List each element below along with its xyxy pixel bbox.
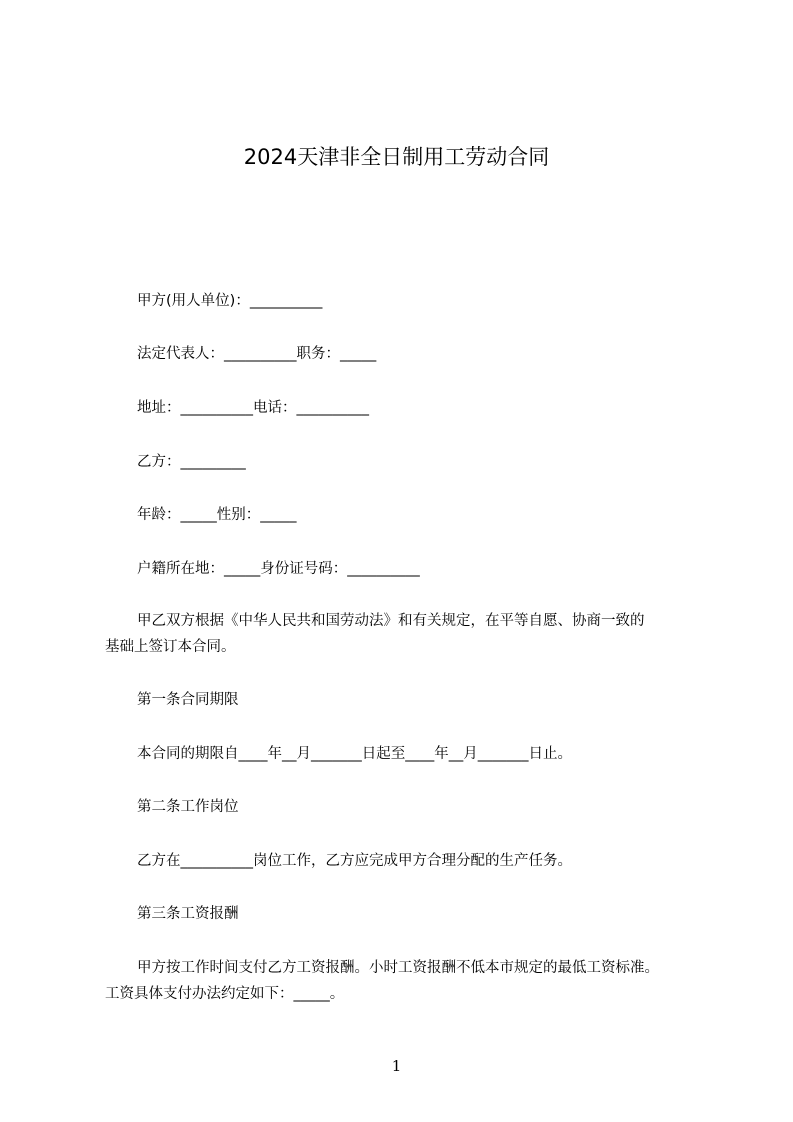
intro-line-2: 基础上签订本合同。	[105, 639, 236, 655]
legal-representative-field: 法定代表人：__________职务：_____	[137, 346, 377, 362]
article-2-body: 乙方在__________岗位工作，乙方应完成甲方合理分配的生产任务。	[137, 853, 572, 869]
party-b-field: 乙方：_________	[137, 454, 246, 470]
intro-paragraph	[105, 608, 709, 660]
intro-line-1: 甲乙双方根据《中华人民共和国劳动法》和有关规定，在平等自愿、协商一致的	[137, 613, 645, 629]
article-2-heading: 第二条工作岗位	[137, 799, 239, 815]
article-3-heading: 第三条工资报酬	[137, 906, 239, 922]
article-3-paragraph	[105, 955, 709, 1007]
age-gender-field: 年龄：_____性别：_____	[137, 507, 297, 523]
article-1-body: 本合同的期限自____年__月_______日起至____年__月_______日止。	[137, 746, 572, 762]
party-a-field: 甲方(用人单位)：__________	[137, 293, 323, 309]
household-id-field: 户籍所在地：_____身份证号码：__________	[137, 561, 420, 577]
address-phone-field: 地址：__________电话：__________	[137, 400, 369, 416]
article-3-line-2: 工资具体支付办法约定如下：_____。	[105, 986, 345, 1002]
page-number: 1	[391, 1057, 402, 1075]
article-3-line-1: 甲方按工作时间支付乙方工资报酬。小时工资报酬不低本市规定的最低工资标准。	[137, 960, 659, 976]
article-1-heading: 第一条合同期限	[137, 692, 239, 708]
document-title: 2024天津非全日制用工劳动合同	[243, 145, 550, 169]
